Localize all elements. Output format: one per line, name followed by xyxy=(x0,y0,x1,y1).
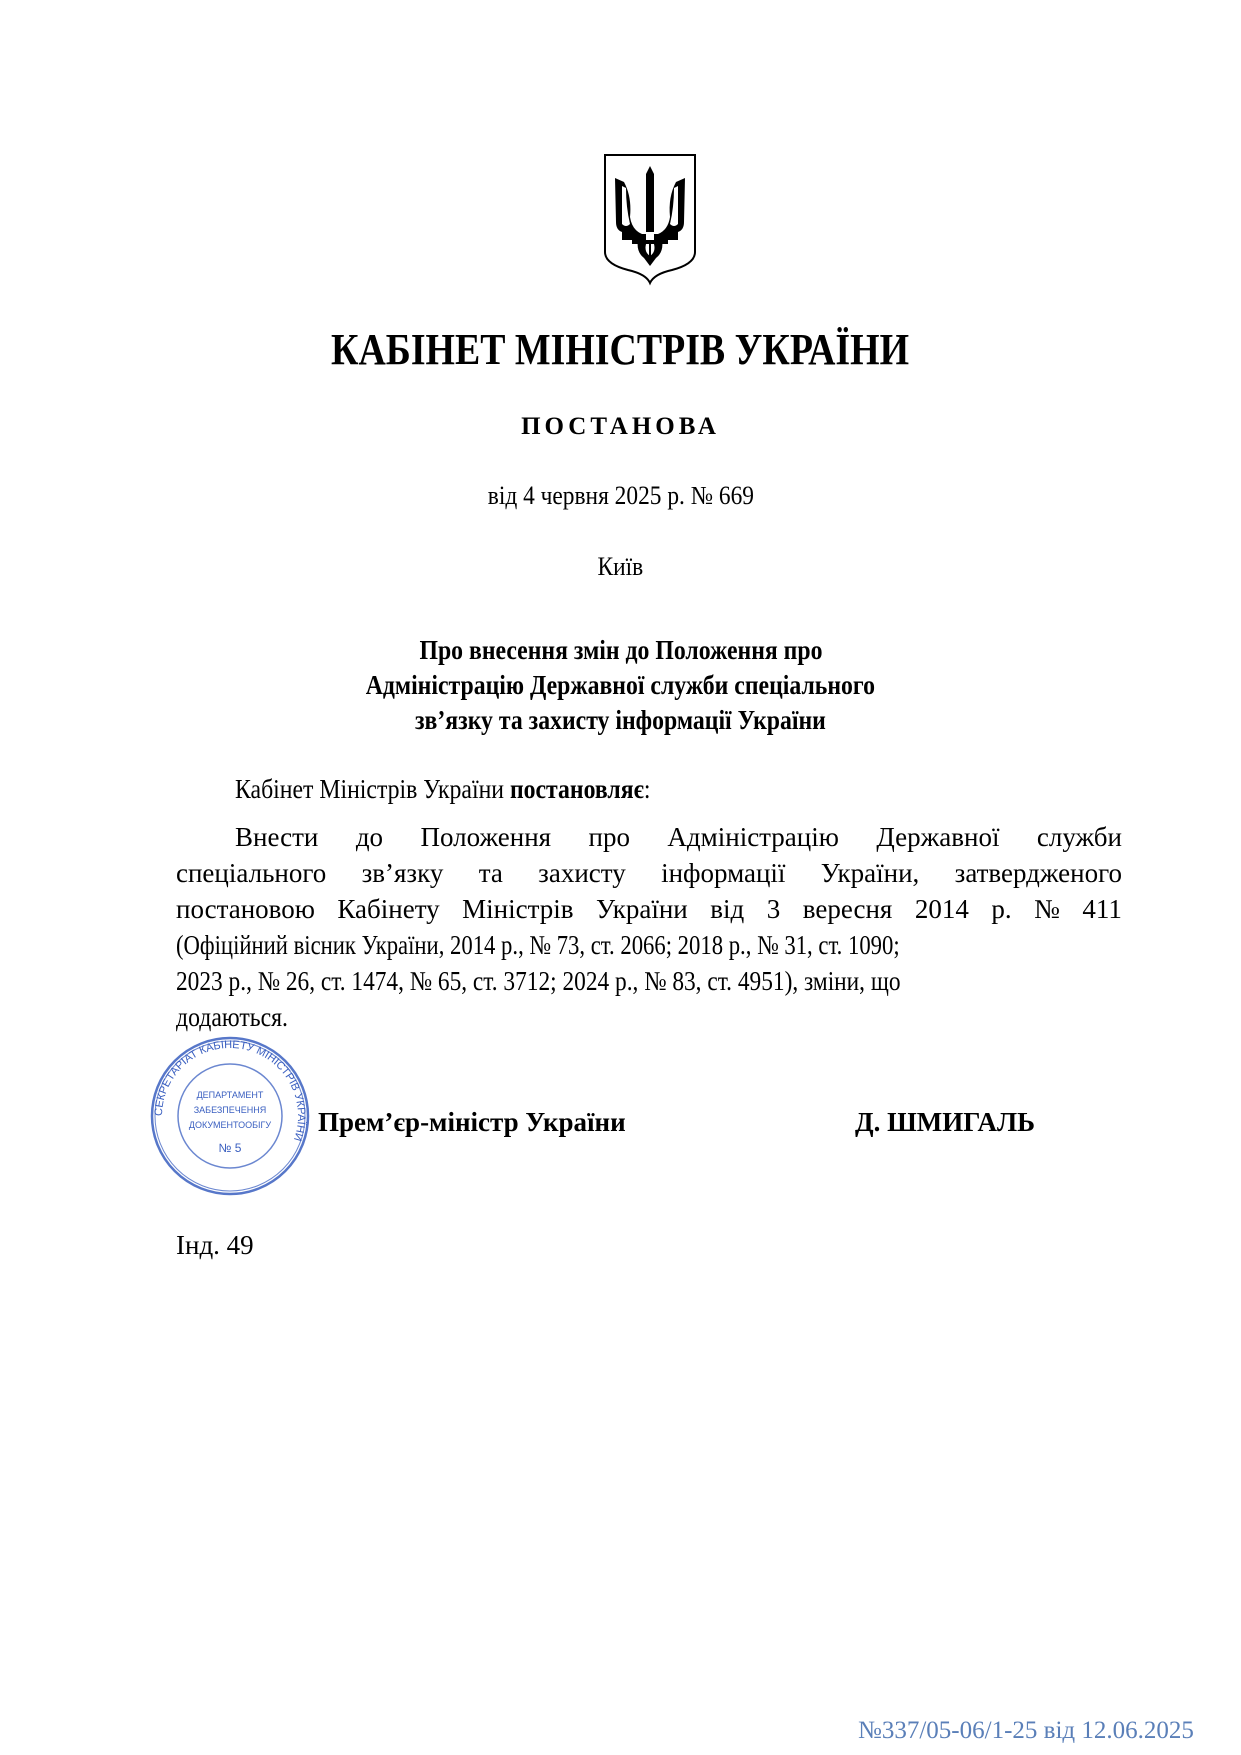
signatory-name: Д. ШМИГАЛЬ xyxy=(855,1107,1035,1137)
body-line-text: додаються. xyxy=(176,1002,288,1032)
document-city xyxy=(0,551,1241,583)
body-word: спеціального xyxy=(176,858,327,888)
issuing-authority-text: КАБІНЕТ МІНІСТРІВ УКРАЇНИ xyxy=(331,325,910,374)
body-word: 3 xyxy=(766,894,781,924)
stamp-inner-line: ДОКУМЕНТООБІГУ xyxy=(188,1120,272,1130)
body-word: до xyxy=(355,822,384,852)
body-word: інформації xyxy=(661,858,786,888)
body-line xyxy=(235,819,1122,855)
resolution-heading-text: Про внесення змін до Положення про xyxy=(419,635,822,665)
body-line-text: 2023 р., № 26, ст. 1474, № 65, ст. 3712; 2024 р., № 83, ст. 4951), зміни, що xyxy=(176,966,901,996)
body-word: України xyxy=(596,894,688,924)
body-word: про xyxy=(588,822,630,852)
stamp-outer-text: СЕКРЕТАРІАТ КАБІНЕТУ МІНІСТРІВ УКРАЇНИ xyxy=(152,1038,308,1143)
body-line xyxy=(176,927,1122,963)
body-line xyxy=(176,963,1122,999)
coat-of-arms-icon xyxy=(602,152,698,286)
stamp-number: № 5 xyxy=(218,1141,242,1155)
body-word: Кабінету xyxy=(337,894,440,924)
registration-number: №337/05-06/1-25 від 12.06.2025 xyxy=(858,1717,1194,1744)
stamp-inner-line: ЗАБЕЗПЕЧЕННЯ xyxy=(193,1105,267,1115)
body-word: постановою xyxy=(176,894,315,924)
body-word: Державної xyxy=(876,822,1000,852)
body-word: України, xyxy=(820,858,920,888)
signatory-position: Прем’єр-міністр України xyxy=(318,1107,626,1137)
preamble-text: Кабінет Міністрів України xyxy=(235,774,510,804)
body-word: зв’язку xyxy=(361,858,444,888)
body-word: затвердженого xyxy=(954,858,1122,888)
body-word: вересня xyxy=(802,894,893,924)
body-word: Адміністрацію xyxy=(667,822,839,852)
body-line xyxy=(176,855,1122,891)
document-date-number xyxy=(0,480,1241,512)
resolution-heading-text: зв’язку та захисту інформації України xyxy=(415,705,826,735)
body-word: 2014 xyxy=(914,894,969,924)
document-city-text: Київ xyxy=(597,552,644,581)
body-word: захисту xyxy=(538,858,626,888)
body-line xyxy=(176,999,1122,1035)
body-word: служби xyxy=(1036,822,1122,852)
preamble-verb: постановляє xyxy=(509,774,644,804)
preamble-colon: : xyxy=(643,774,651,804)
body-line-text: (Офіційний вісник України, 2014 р., № 73, ст. 2066; 2018 р., № 31, ст. 1090; xyxy=(176,930,900,960)
stamp-inner-line: ДЕПАРТАМЕНТ xyxy=(196,1090,264,1100)
document-type: ПОСТАНОВА xyxy=(521,413,720,440)
resolution-heading-line xyxy=(0,703,1241,737)
issuing-authority-title xyxy=(0,324,1241,376)
resolution-heading-line xyxy=(0,668,1241,702)
official-stamp xyxy=(150,1036,310,1196)
preamble xyxy=(235,771,707,807)
body-word: від xyxy=(710,894,745,924)
body-word: та xyxy=(478,858,503,888)
body-word: р. xyxy=(991,894,1012,924)
body-word: Положення xyxy=(420,822,552,852)
body-line xyxy=(176,891,1122,927)
resolution-heading-line xyxy=(0,633,1241,667)
document-index: Інд. 49 xyxy=(176,1230,254,1260)
document-date-number-text: від 4 червня 2025 р. № 669 xyxy=(487,481,754,510)
body-word: Міністрів xyxy=(462,894,574,924)
body-word: № xyxy=(1034,894,1060,924)
body-word: 411 xyxy=(1082,894,1122,924)
resolution-heading-text: Адміністрацію Державної служби спеціального xyxy=(365,670,876,700)
body-word: Внести xyxy=(235,822,319,852)
